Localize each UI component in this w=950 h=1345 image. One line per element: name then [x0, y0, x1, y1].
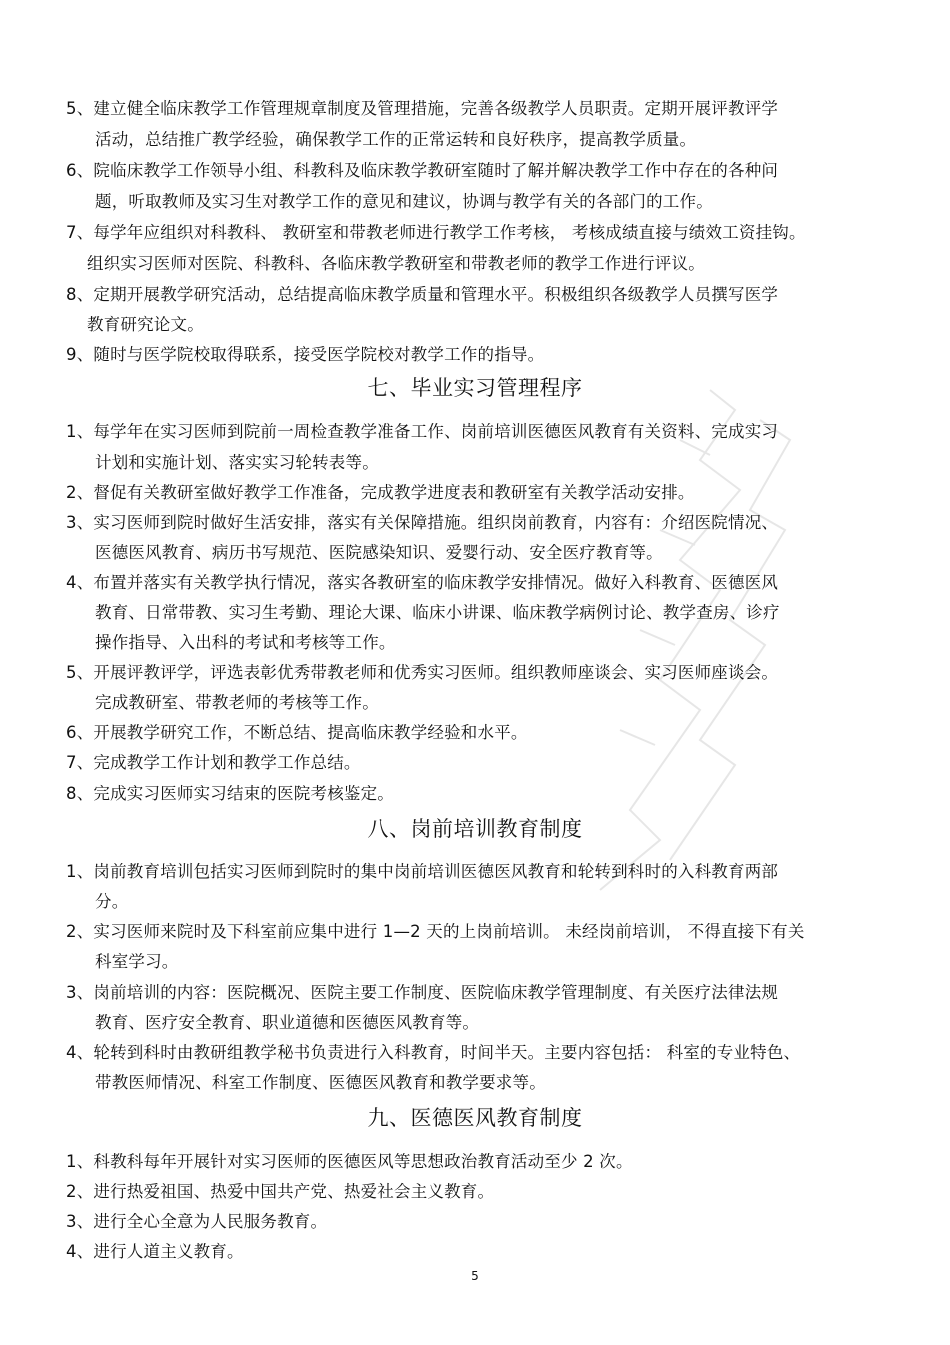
item-line: 7、完成教学工作计划和教学工作总结。 [66, 753, 361, 772]
item-line: 题，听取教师及实习生对教学工作的意见和建议，协调与教学有关的各部门的工作。 [95, 192, 713, 211]
item-line: 1、岗前教育培训包括实习医师到院时的集中岗前培训医德医风教育和轮转到科时的入科教育两部 [66, 862, 779, 881]
item-line: 教育、医疗安全教育、职业道德和医德医风教育等。 [95, 1013, 480, 1032]
item-line: 5、开展评教评学，评选表彰优秀带教老师和优秀实习医师。组织教师座谈会、实习医师座谈会。 [66, 663, 779, 682]
item-line: 5、建立健全临床教学工作管理规章制度及管理措施，完善各级教学人员职责。定期开展评教评学 [66, 99, 779, 118]
item-line: 2、实习医师来院时及下科室前应集中进行 1—2 天的上岗前培训。 未经岗前培训， 不得直接下有关 [66, 922, 805, 941]
item-line: 7、每学年应组织对科教科、 教研室和带教老师进行教学工作考核， 考核成绩直接与绩效工资挂钩。 [66, 223, 806, 242]
item-line: 带教医师情况、科室工作制度、医德医风教育和教学要求等。 [95, 1073, 546, 1092]
item-line: 4、布置并落实有关教学执行情况，落实各教研室的临床教学安排情况。做好入科教育、医德医风 [66, 573, 779, 592]
item-line: 6、院临床教学工作领导小组、科教科及临床教学教研室随时了解并解决教学工作中存在的各种问 [66, 161, 779, 180]
item-line: 教育研究论文。 [87, 315, 204, 334]
section-heading: 八、岗前培训教育制度 [367, 817, 583, 841]
item-line: 计划和实施计划、落实实习轮转表等。 [95, 453, 379, 472]
item-line: 完成教研室、带教老师的考核等工作。 [95, 693, 379, 712]
item-line: 2、进行热爱祖国、热爱中国共产党、热爱社会主义教育。 [66, 1182, 495, 1201]
item-line: 2、督促有关教研室做好教学工作准备，完成教学进度表和教研室有关教学活动安排。 [66, 483, 695, 502]
item-line: 8、完成实习医师实习结束的医院考核鉴定。 [66, 784, 394, 803]
item-line: 操作指导、入出科的考试和考核等工作。 [95, 633, 396, 652]
item-line: 分。 [95, 892, 129, 911]
section-heading: 七、毕业实习管理程序 [367, 376, 583, 400]
item-line: 4、进行人道主义教育。 [66, 1242, 244, 1261]
item-line: 4、轮转到科时由教研组教学秘书负责进行入科教育，时间半天。主要内容包括： 科室的专业特色、 [66, 1043, 801, 1062]
item-line: 8、定期开展教学研究活动，总结提高临床教学质量和管理水平。积极组织各级教学人员撰写医学 [66, 285, 779, 304]
item-line: 组织实习医师对医院、科教科、各临床教学教研室和带教老师的教学工作进行评议。 [87, 254, 705, 273]
item-line: 科室学习。 [95, 952, 179, 971]
item-line: 3、进行全心全意为人民服务教育。 [66, 1212, 328, 1231]
section-heading: 九、医德医风教育制度 [367, 1106, 583, 1130]
item-line: 1、科教科每年开展针对实习医师的医德医风等思想政治教育活动至少 2 次。 [66, 1152, 633, 1171]
item-line: 6、开展教学研究工作，不断总结、提高临床教学经验和水平。 [66, 723, 528, 742]
item-line: 医德医风教育、病历书写规范、医院感染知识、爱婴行动、安全医疗教育等。 [95, 543, 663, 562]
item-line: 1、每学年在实习医师到院前一周检查教学准备工作、岗前培训医德医风教育有关资料、完成实习 [66, 422, 779, 441]
item-line: 教育、日常带教、实习生考勤、理论大课、临床小讲课、临床教学病例讨论、教学查房、诊疗 [95, 603, 780, 622]
item-line: 9、随时与医学院校取得联系，接受医学院校对教学工作的指导。 [66, 345, 545, 364]
page-number: 5 [471, 1269, 479, 1283]
item-line: 3、实习医师到院时做好生活安排，落实有关保障措施。组织岗前教育，内容有：介绍医院情况、 [66, 513, 779, 532]
item-line: 3、岗前培训的内容：医院概况、医院主要工作制度、医院临床教学管理制度、有关医疗法律法规 [66, 983, 779, 1002]
item-line: 活动，总结推广教学经验，确保教学工作的正常运转和良好秩序，提高教学质量。 [95, 130, 697, 149]
